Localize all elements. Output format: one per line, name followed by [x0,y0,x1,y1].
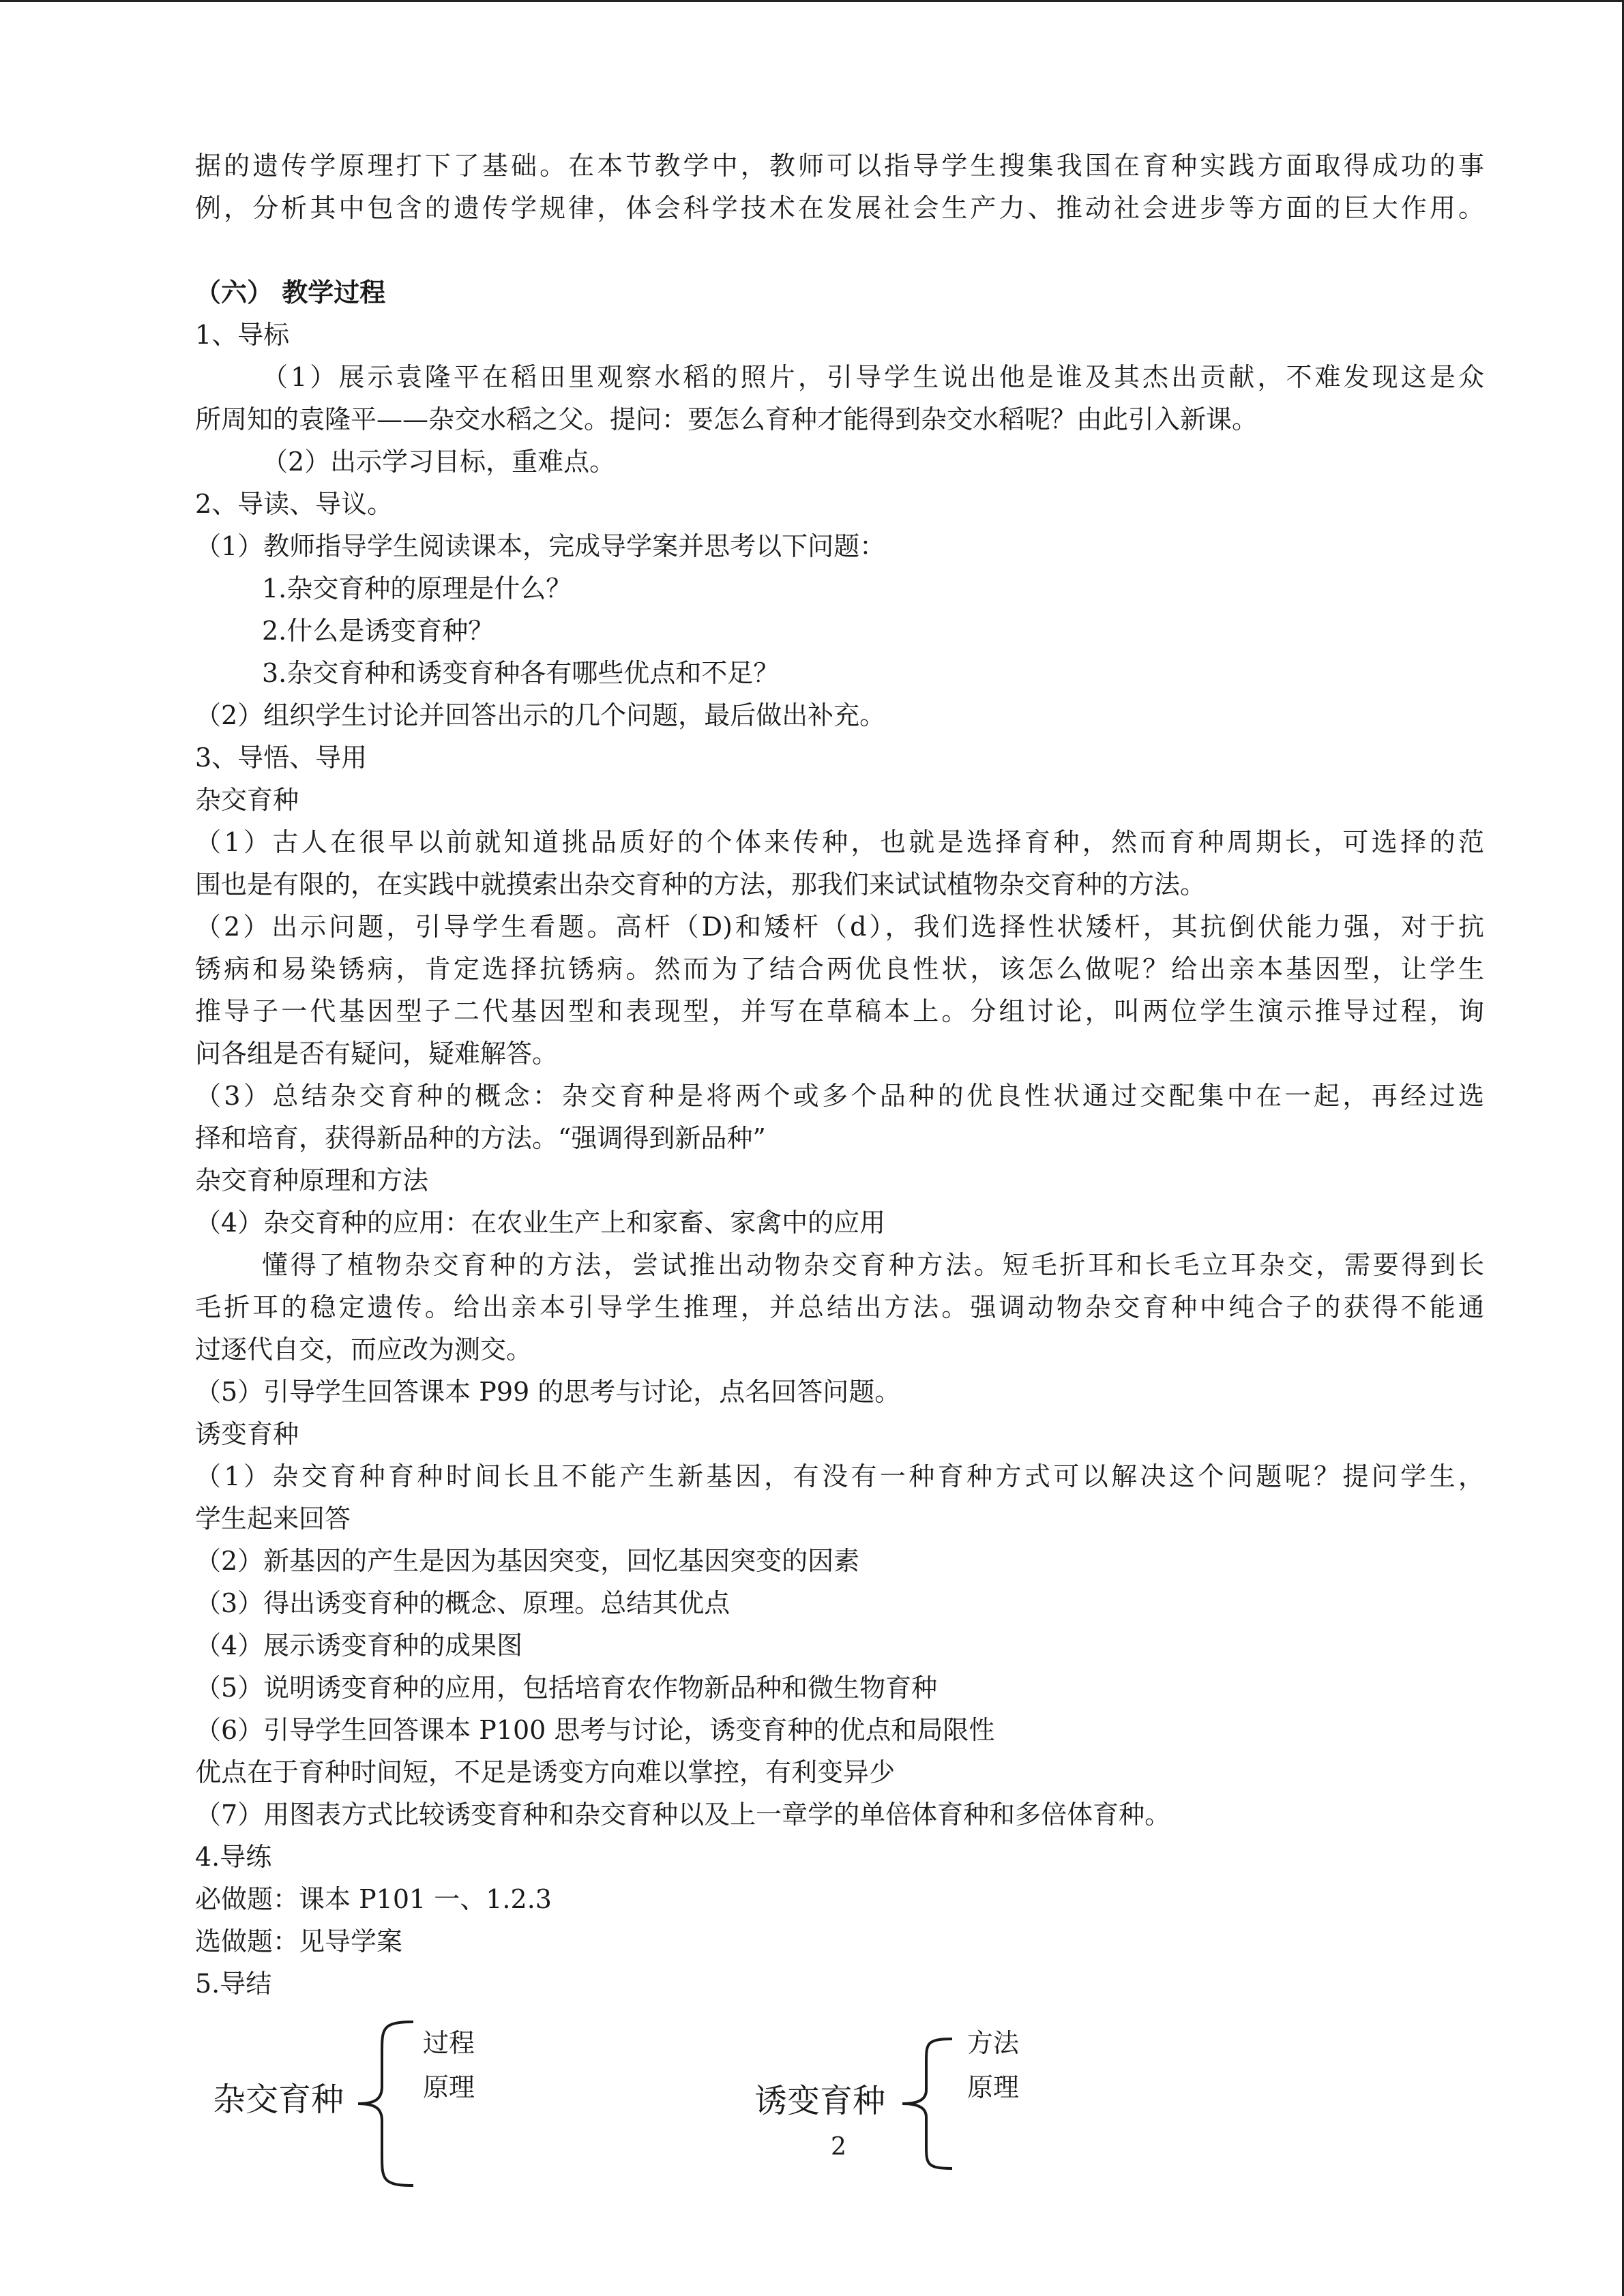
summary-right-item: 方法 [967,2028,1020,2058]
text-line: （2）组织学生讨论并回答出示的几个问题，最后做出补充。 [195,700,886,730]
section-heading: （六） 教学过程 [195,278,386,308]
text-line: （4）杂交育种的应用：在农业生产上和家畜、家禽中的应用 [195,1208,886,1238]
summary-left-item: 原理 [423,2072,475,2102]
text-line: 选做题：见导学案 [195,1926,403,1956]
text-line: 1、导标 [195,320,290,350]
text-line: 杂交育种原理和方法 [195,1165,429,1195]
text-line: 毛折耳的稳定遗传。给出亲本引导学生推理，并总结出方法。强调动物杂交育种中纯合子的获得不能通 [195,1292,1484,1322]
summary-left-item: 过程 [423,2028,475,2058]
text-line: 择和培育，获得新品种的方法。“强调得到新品种” [195,1123,766,1153]
text-line: （1）展示袁隆平在稻田里观察水稻的照片，引导学生说出他是谁及其杰出贡献，不难发现这是众 [262,362,1484,392]
blank-line [195,229,1484,271]
text-line: 3.杂交育种和诱变育种各有哪些优点和不足？ [262,658,780,688]
text-line: （5）引导学生回答课本 P99 的思考与讨论，点名回答问题。 [195,1377,901,1407]
text-line: 杂交育种 [195,785,299,815]
right-brace-icon [899,2036,955,2172]
text-line: （1）杂交育种育种时间长且不能产生新基因，有没有一种育种方式可以解决这个问题呢？提问学生， [195,1461,1484,1491]
text-line: （1）教师指导学生阅读课本，完成导学案并思考以下问题： [195,531,886,561]
text-line: 锈病和易染锈病，肯定选择抗锈病。然而为了结合两优良性状，该怎么做呢？给出亲本基因型，让学生 [195,954,1484,984]
text-line: 2、导读、导议。 [195,489,394,519]
text-line: 诱变育种 [195,1419,299,1449]
text-line: 5.导结 [195,1969,272,1999]
text-line: （2）出示问题，引导学生看题。高杆（D)和矮杆（d），我们选择性状矮杆，其抗倒伏能力强，对于抗 [195,912,1484,942]
text-line: 2.什么是诱变育种？ [262,616,494,646]
text-line: 问各组是否有疑问，疑难解答。 [195,1039,559,1069]
text-line: 学生起来回答 [195,1504,351,1534]
summary-right-item: 原理 [967,2072,1020,2102]
page-top-border [0,0,1624,2]
text-line: （6）引导学生回答课本 P100 思考与讨论，诱变育种的优点和局限性 [195,1715,995,1745]
text-line: 1.杂交育种的原理是什么？ [262,573,572,603]
text-line: 优点在于育种时间短，不足是诱变方向难以掌控，有利变异少 [195,1757,896,1787]
text-line: （7）用图表方式比较诱变育种和杂交育种以及上一章学的单倍体育种和多倍体育种。 [195,1800,1171,1830]
text-line: 过逐代自交，而应改为测交。 [195,1335,533,1365]
text-line: 据的遗传学原理打下了基础。在本节教学中，教师可以指导学生搜集我国在育种实践方面取得成功的事 [195,151,1484,181]
text-line: 推导子一代基因型子二代基因型和表现型，并写在草稿本上。分组讨论，叫两位学生演示推导过程，询 [195,996,1484,1026]
text-line: 所周知的袁隆平——杂交水稻之父。提问：要怎么育种才能得到杂交水稻呢？由此引入新课。 [195,404,1258,434]
left-brace-icon [355,2018,416,2189]
text-line: （4）展示诱变育种的成果图 [195,1630,523,1660]
text-line: 懂得了植物杂交育种的方法，尝试推出动物杂交育种方法。短毛折耳和长毛立耳杂交，需要得到长 [262,1250,1484,1280]
summary-right-label: 诱变育种 [754,2082,886,2120]
text-line: 4.导练 [195,1842,272,1872]
summary-left-label: 杂交育种 [213,2081,344,2119]
text-line: 3、导悟、导用 [195,743,368,773]
text-line: （5）说明诱变育种的应用，包括培育农作物新品种和微生物育种 [195,1673,938,1703]
page-number: 2 [831,2133,846,2161]
text-line: （3）得出诱变育种的概念、原理。总结其优点 [195,1588,730,1618]
text-line: 必做题：课本 P101 一、1.2.3 [195,1884,552,1914]
document-body [195,145,1484,2005]
text-line: （2）新基因的产生是因为基因突变，回忆基因突变的因素 [195,1546,860,1576]
text-line: （2）出示学习目标，重难点。 [262,447,616,477]
text-line: （1）古人在很早以前就知道挑品质好的个体来传种，也就是选择育种，然而育种周期长，可选择的范 [195,827,1484,857]
text-line: （3）总结杂交育种的概念：杂交育种是将两个或多个品种的优良性状通过交配集中在一起，再经过选 [195,1081,1484,1111]
text-line: 例，分析其中包含的遗传学规律，体会科学技术在发展社会生产力、推动社会进步等方面的巨大作用。 [195,193,1484,223]
text-line: 围也是有限的，在实践中就摸索出杂交育种的方法，那我们来试试植物杂交育种的方法。 [195,869,1207,899]
